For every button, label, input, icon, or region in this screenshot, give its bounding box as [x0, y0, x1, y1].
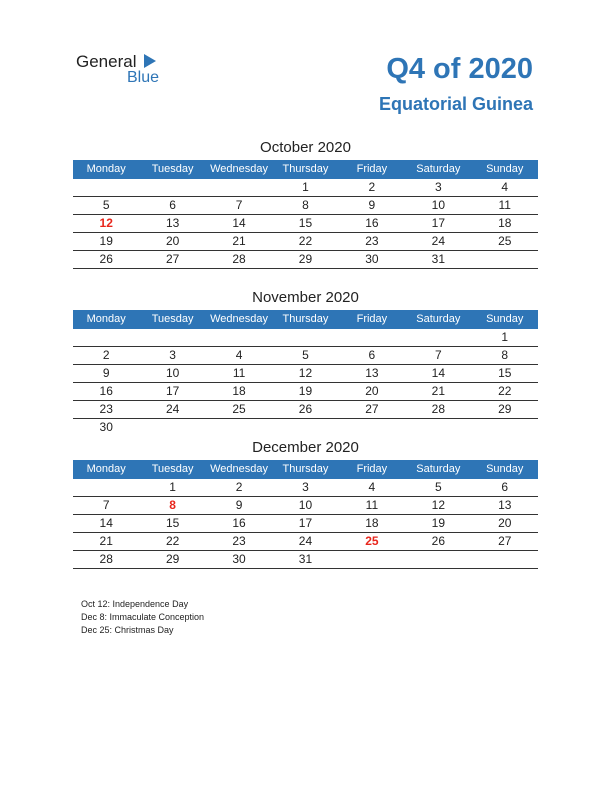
day-cell: 29: [498, 402, 512, 416]
day-cell: 8: [169, 498, 176, 512]
weekday-label: Saturday: [416, 313, 461, 325]
day-cell: 19: [298, 384, 313, 398]
day-cell: 5: [434, 480, 442, 494]
weekday-label: Sunday: [486, 163, 524, 175]
day-cell: 10: [165, 366, 180, 380]
week-row: [73, 551, 538, 569]
day-cell: 31: [431, 252, 445, 266]
country-name: Equatorial Guinea: [378, 94, 533, 114]
day-cell: [206, 419, 272, 436]
day-cell: 12: [431, 498, 445, 512]
day-cell: 23: [99, 402, 113, 416]
day-cell: 7: [235, 198, 243, 212]
day-cell: 1: [501, 330, 509, 344]
weekday-label: Tuesday: [151, 463, 194, 475]
day-cell: 14: [431, 366, 445, 380]
day-cell: 23: [365, 234, 379, 248]
week-row: [73, 347, 538, 365]
day-cell: [339, 551, 405, 568]
weekday-label: Wednesday: [210, 163, 268, 175]
day-cell: 11: [365, 498, 379, 512]
day-cell: 16: [365, 216, 379, 230]
week-row: [73, 329, 538, 347]
weekday-label: Friday: [356, 463, 388, 475]
day-cell: 5: [102, 198, 110, 212]
day-cell: 17: [165, 384, 180, 398]
day-cell: 24: [165, 402, 180, 416]
month-title: November 2020: [252, 289, 359, 306]
day-cell: 27: [165, 252, 180, 266]
day-cell: [139, 419, 205, 436]
logo-blue-text: Blue: [127, 69, 160, 86]
day-cell: 29: [298, 252, 313, 266]
week-row: [73, 215, 538, 233]
generalblue-logo: [76, 52, 176, 88]
day-cell: 2: [102, 348, 110, 362]
day-cell: 21: [99, 534, 113, 548]
week-row: [73, 233, 538, 251]
weekday-header: [73, 160, 538, 179]
day-cell: 25: [365, 534, 379, 548]
weekday-header: [73, 310, 538, 329]
day-cell: 9: [235, 498, 243, 512]
day-cell: 6: [368, 348, 376, 362]
day-cell: [472, 419, 538, 436]
day-cell: 9: [368, 198, 376, 212]
day-cell: 13: [365, 366, 379, 380]
day-cell: 20: [165, 234, 180, 248]
day-cell: 4: [235, 348, 243, 362]
weekday-label: Saturday: [416, 463, 461, 475]
weekday-label: Wednesday: [210, 313, 268, 325]
day-cell: 10: [431, 198, 445, 212]
weekday-label: Monday: [86, 463, 126, 475]
day-cell: 18: [365, 516, 379, 530]
weekday-label: Friday: [356, 163, 388, 175]
day-cell: 11: [498, 198, 511, 212]
logo-general-text: General: [76, 52, 137, 71]
weekday-label: Saturday: [416, 163, 461, 175]
day-cell: 11: [232, 366, 246, 380]
day-cell: 26: [298, 402, 313, 416]
day-cell: 9: [102, 366, 110, 380]
day-cell: 2: [368, 180, 376, 194]
week-row: [73, 479, 538, 497]
day-cell: 1: [302, 180, 309, 194]
day-cell: 22: [165, 534, 180, 548]
holiday-notes: [81, 598, 204, 637]
day-cell: [139, 329, 205, 346]
month-calendar-october: [73, 137, 538, 269]
day-cell: 31: [298, 552, 313, 566]
day-cell: 27: [498, 534, 512, 548]
day-cell: [73, 179, 139, 196]
day-cell: 19: [431, 516, 445, 530]
day-cell: 17: [298, 516, 313, 530]
day-cell: 20: [365, 384, 379, 398]
day-cell: 18: [232, 384, 246, 398]
day-cell: 30: [99, 420, 113, 434]
day-cell: [405, 329, 471, 346]
day-cell: 7: [102, 498, 110, 512]
day-cell: 20: [498, 516, 512, 530]
weekday-label: Thursday: [282, 463, 329, 475]
weekday-label: Wednesday: [210, 463, 268, 475]
week-row: [73, 383, 538, 401]
week-row: [73, 419, 538, 436]
weekday-label: Thursday: [282, 313, 329, 325]
day-cell: 16: [232, 516, 246, 530]
day-cell: 12: [298, 366, 313, 380]
week-row: [73, 197, 538, 215]
day-cell: [139, 179, 205, 196]
day-cell: 22: [498, 384, 512, 398]
weekday-header: [73, 460, 538, 479]
day-cell: [472, 251, 538, 268]
weekday-label: Monday: [86, 163, 126, 175]
weekday-label: Tuesday: [151, 163, 194, 175]
weekday-label: Sunday: [486, 463, 524, 475]
day-cell: 13: [165, 216, 180, 230]
month-title: October 2020: [260, 139, 351, 156]
day-cell: 12: [99, 216, 113, 230]
day-cell: 23: [232, 534, 246, 548]
day-cell: [405, 419, 471, 436]
weekday-label: Sunday: [486, 313, 524, 325]
weekday-label: Friday: [356, 313, 388, 325]
day-cell: 14: [99, 516, 113, 530]
holiday-note: Dec 8: Immaculate Conception: [81, 612, 205, 622]
day-cell: 15: [498, 366, 512, 380]
day-cell: 3: [434, 180, 442, 194]
day-cell: [405, 551, 471, 568]
day-cell: [206, 329, 272, 346]
flag-icon: [144, 54, 156, 68]
day-cell: [73, 479, 139, 496]
day-cell: 14: [232, 216, 246, 230]
day-cell: 28: [99, 552, 113, 566]
holiday-note: Oct 12: Independence Day: [81, 599, 189, 609]
day-cell: 19: [99, 234, 113, 248]
day-cell: [272, 329, 338, 346]
day-cell: 22: [298, 234, 313, 248]
week-row: [73, 497, 538, 515]
week-row: [73, 179, 538, 197]
holiday-note: Dec 25: Christmas Day: [81, 625, 174, 635]
day-cell: 24: [431, 234, 445, 248]
day-cell: 7: [434, 348, 442, 362]
day-cell: 21: [431, 384, 445, 398]
day-cell: [206, 179, 272, 196]
day-cell: 25: [498, 234, 512, 248]
day-cell: 3: [169, 348, 176, 362]
day-cell: 15: [165, 516, 180, 530]
day-cell: 25: [232, 402, 246, 416]
weekday-label: Monday: [86, 313, 126, 325]
day-cell: 15: [298, 216, 313, 230]
day-cell: [272, 419, 338, 436]
day-cell: 13: [498, 498, 512, 512]
day-cell: 8: [302, 198, 309, 212]
week-row: [73, 533, 538, 551]
day-cell: [73, 329, 139, 346]
day-cell: 8: [501, 348, 509, 362]
day-cell: 16: [99, 384, 113, 398]
day-cell: 1: [169, 480, 176, 494]
week-row: [73, 251, 538, 269]
day-cell: 30: [365, 252, 379, 266]
day-cell: 17: [431, 216, 445, 230]
day-cell: 21: [232, 234, 246, 248]
day-cell: 3: [302, 480, 309, 494]
day-cell: 28: [431, 402, 445, 416]
day-cell: 26: [431, 534, 445, 548]
day-cell: 28: [232, 252, 246, 266]
day-cell: 4: [501, 180, 509, 194]
day-cell: 4: [368, 480, 376, 494]
day-cell: 5: [302, 348, 309, 362]
week-row: [73, 401, 538, 419]
day-cell: 2: [235, 480, 243, 494]
month-calendar-december: [73, 437, 538, 569]
day-cell: 24: [298, 534, 313, 548]
day-cell: 29: [165, 552, 180, 566]
week-row: [73, 515, 538, 533]
day-cell: [472, 551, 538, 568]
day-cell: 27: [365, 402, 379, 416]
week-row: [73, 365, 538, 383]
day-cell: [339, 419, 405, 436]
day-cell: [339, 329, 405, 346]
month-title: December 2020: [252, 439, 359, 456]
weekday-label: Tuesday: [151, 313, 194, 325]
day-cell: 6: [501, 480, 509, 494]
page-title: Q4 of 2020: [386, 53, 533, 85]
day-cell: 26: [99, 252, 113, 266]
weekday-label: Thursday: [282, 163, 329, 175]
month-calendar-november: [73, 287, 538, 436]
day-cell: 18: [498, 216, 512, 230]
day-cell: 30: [232, 552, 246, 566]
day-cell: 10: [298, 498, 313, 512]
day-cell: 6: [169, 198, 176, 212]
